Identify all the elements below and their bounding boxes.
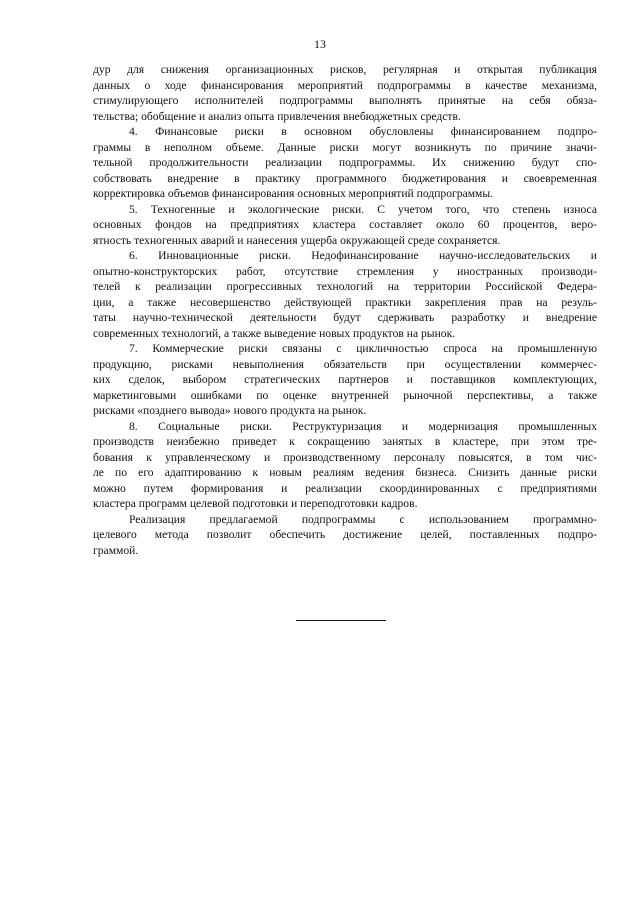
text-line: ких сделок, выбором стратегических партнеров и поставщиков комплектующих, (93, 373, 597, 386)
paragraph-social-risks (93, 419, 597, 512)
text-line: стимулирующего исполнителей подпрограммы выполнять принятые на себя обяза- (93, 94, 597, 107)
text-line: граммы в неполном объеме. Данные риски могут возникнуть по причине значи- (93, 140, 597, 154)
text-line: ятность техногенных аварий и нанесения ущерба окружающей среде сохраняется. (93, 233, 501, 247)
text-line: телей к реализации прогрессивных технологий на территории Российской Федера- (93, 280, 597, 293)
text-line: дур для снижения организационных рисков, регулярная и открытая публикация (93, 63, 597, 76)
text-line: 7. Коммерческие риски связаны с цикличностью спроса на промышленную (129, 342, 597, 355)
text-line: граммой. (93, 543, 139, 557)
text-line: можно путем формирования и реализации скоординированных с предприятиями (93, 481, 597, 495)
page-body (93, 62, 597, 558)
paragraph-financial-risks (93, 124, 597, 202)
end-separator-line (296, 620, 386, 621)
paragraph-continued (93, 62, 597, 124)
text-line: таты научно-технической деятельности будут сдерживать разработку и внедрение (93, 311, 597, 324)
text-line: бования к управленческому и производственному персоналу повысятся, в том чис- (93, 450, 597, 464)
text-line: современных технологий, а также выведение новых продуктов на рынок. (93, 326, 456, 340)
text-line: продукцию, рисками невыполнения обязательств при осуществлении коммерчес- (93, 357, 597, 371)
text-line: собствовать внедрение в практику программного бюджетирования и своевременная (93, 171, 597, 185)
text-line: 4. Финансовые риски в основном обусловлены финансированием подпро- (129, 125, 597, 138)
text-line: Реализация предлагаемой подпрограммы с использованием программно- (129, 512, 597, 526)
text-line: производств неизбежно приведет к сокращению занятых в кластере, при этом тре- (93, 435, 597, 448)
text-line: маркетинговыми ошибками по оценке внутренней рыночной перспективы, а также (93, 388, 597, 402)
text-line: опытно-конструкторских работ, отсутствие стремления у иностранных производи- (93, 264, 597, 278)
paragraph-innovation-risks (93, 248, 597, 341)
text-line: основных фондов на предприятиях кластера составляет около 60 процентов, веро- (93, 218, 597, 231)
text-line: тельной продолжительности реализации подпрограммы. Их снижению будут спо- (93, 156, 597, 169)
text-line: данных о ходе финансирования мероприятий подпрограммы в качестве механизма, (93, 78, 597, 92)
text-line: 8. Социальные риски. Реструктуризация и модернизация промышленных (129, 419, 597, 433)
text-line: ле по его адаптированию к новым реалиям ведения бизнеса. Снизить данные риски (93, 466, 597, 479)
text-line: корректировка объемов финансирования основных мероприятий подпрограммы. (93, 187, 494, 200)
text-line: рисками «позднего вывода» нового продукта на рынок. (93, 404, 367, 417)
text-line: ции, а также несовершенство действующей практики закрепления прав на резуль- (93, 295, 597, 309)
text-line: целевого метода позволит обеспечить достижение целей, поставленных подпро- (93, 528, 597, 541)
text-line: 5. Техногенные и экологические риски. С учетом того, что степень износа (129, 202, 597, 216)
text-line: кластера программ целевой подготовки и переподготовки кадров. (93, 497, 418, 510)
paragraph-technogenic-risks (93, 202, 597, 249)
page-number: 13 (314, 37, 326, 51)
paragraph-commercial-risks (93, 341, 597, 419)
text-line: тельства; обобщение и анализ опыта привлечения внебюджетных средств. (93, 109, 461, 123)
text-line: 6. Инновационные риски. Недофинансирование научно-исследовательских и (129, 249, 597, 262)
paragraph-conclusion (93, 512, 597, 559)
